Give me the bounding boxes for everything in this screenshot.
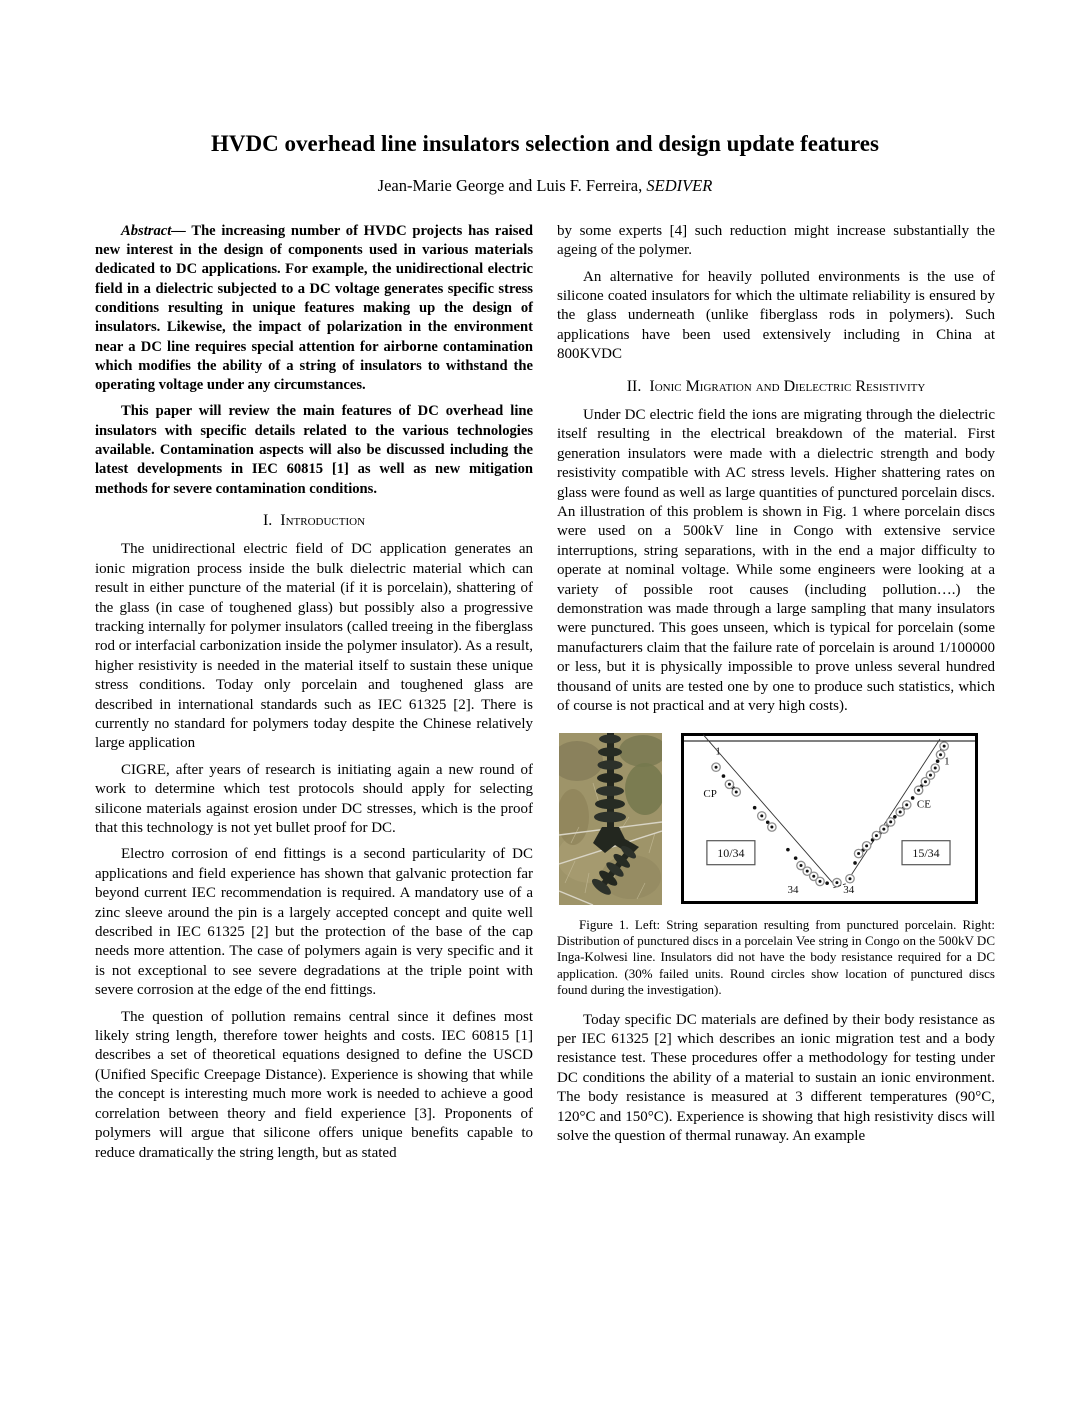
abstract-paragraph-2: This paper will review the main features of DC overhead line insulators with specific details related to the various technologies available. Contamination aspects will also be discussed including the latest developments in IEC 60815 [1] as well as new mitigation methods for severe contamination conditions. [95,403,533,497]
disc-dot [936,759,940,763]
disc-dot [825,881,829,885]
continuation-paragraph: by some experts [4] such reduction might increase substantially the ageing of the polymer. [557,222,995,259]
punctured-disc-center [812,874,815,877]
punctured-disc-center [929,773,932,776]
vee-diagram-wrap [681,733,978,904]
punctured-disc-center [943,744,946,747]
section-title: Ionic Migration and Dielectric Resistivity [649,377,926,395]
abstract-text-1: The increasing number of HVDC projects has raised new interest in the design of components used in various materials dedicated to DC applications. For example, the unidirectional electric field in a dielectric subjected to a DC voltage generates specific stress conditions resulting in unique features making up the design of insulators. Likewise, the impact of polarization in the environment near a DC line requires special attention for airborne contamination which modifies the ability of a string of insulators to withstand the operating voltage under any circumstances. [95,222,533,394]
abstract-paragraph-1 [95,222,533,396]
abstract-lead: Abstract— [121,222,186,239]
punctured-disc-center [917,788,920,791]
punctured-disc-center [806,869,809,872]
punctured-disc-center [857,852,860,855]
figure-1 [559,733,995,905]
section-heading-ionic-migration [557,377,995,396]
punctured-disc-center [905,803,908,806]
diagram-label-34: 34 [787,883,799,896]
punctured-disc-center [728,782,731,785]
section-title: Introduction [280,511,366,529]
diagram-label-1: 1 [944,755,950,768]
disc-dot [786,847,790,851]
dc-materials-paragraph: Today specific DC materials are defined by their body resistance as per IEC 61325 [2] which describes an ionic migration test and a body resistance test. These procedures offer a methodology for testing under DC conditions the ability of a material to sustain an ionic environment. The body resistance is measured at 3 different temperatures (90°C, 120°C and 150°C). Experience is showing that high resistivity discs will solve the question of thermal runaway. An example [557,1011,995,1144]
count-box-label: 15/34 [912,845,940,860]
punctured-disc-center [735,790,738,793]
authors: Jean-Marie George and Luis F. Ferreira, [377,175,647,195]
vee-string-diagram [681,733,978,904]
section-number: I. [262,511,273,529]
byline [95,176,995,196]
punctured-disc-center [770,825,773,828]
intro-paragraph-1: The unidirectional electric field of DC application generates an ionic migration process inside the bulk dielectric material which can result in either puncture of the material (if it is porcelain), shattering of the glass (in case of toughened glass) but possibly also a progressive tracking internally for polymer insulators (called treeing in the fiberglass rod or interfacial carbonization inside the polymer insulator). As a result, higher resistivity is needed in the material itself to sustain these unique stress conditions. Today only porcelain and toughened glass are described in international standards such as IEC 61325 [2]. There is currently no standard for polymers today despite the Chinese relatively large application [95,541,533,752]
two-column-body [95,222,995,1170]
diagram-label-ce: CE [916,797,931,810]
disc-dot [722,774,726,778]
intro-paragraph-3: Electro corrosion of end fittings is a second particularity of DC applications and field experience has shown that galvanic protection far beyond current IEC recommendation is required. A mandatory use of a zinc sleeve around the pin is a largely accepted concept and quite well described in IEC 61325 [2] but the protection of the base of the cap needs more attention. The case of polymers again is very specific and it is not exceptional to see severe degradations at the triple point with severe corrosion at the edge of the end fittings. [95,846,533,999]
punctured-disc-center [875,834,878,837]
disc-dot [853,861,857,865]
punctured-disc-center [899,810,902,813]
paper-title: HVDC overhead line insulators selection and design update features [211,131,879,156]
right-column [557,222,995,1170]
disc-dot [911,796,915,800]
punctured-disc-center [848,877,851,880]
punctured-disc-center [760,814,763,817]
ionic-migration-paragraph: Under DC electric field the ions are migrating through the dielectric itself resulting in the electrical breakdown of the material. First generation insulators were made with a dielectric strength and body resistivity compatible with AC stress levels. Higher shattering rates on glass were found as well as large quantities of punctured porcelain discs. An illustration of this problem is shown in Fig. 1 where porcelain discs were used on a 500kV line in Congo with extensive service interruptions, string separations, with in the end a major difficulty to operate at nominal voltage. While some engineers were looking at a variety of possible root causes (including pollution….) the demonstration was made through a large sampling that many insulators were punctured. This goes unseen, which is typical for porcelain (some manufacturers claim that the failure rate of porcelain is around 1/100000 or less, but it is physically impossible to prove unless several hundred thousand of units are tested one by one to produce such statistics, which of course is not practical and at very high costs). [557,407,995,715]
intro-paragraph-2: CIGRE, after years of research is initiating again a new round of work to determine which test protocols should apply for selecting silicone materials against erosion under DC stresses, which is the proof that this technology is not yet bullet proof for DC. [95,761,533,836]
string-separation-photo [559,733,662,905]
left-column [95,222,533,1170]
section-number: II. [626,377,642,395]
punctured-disc-center [835,881,838,884]
intro-paragraph-4: The question of pollution remains central since it defines most likely string length, therefore tower heights and costs. IEC 60815 [1] describes a set of theoretical equations designed to define the USCD (Unified Specific Creepage Distance). Experience is showing that while the concept is interesting much more work is needed to achieve a good correlation between theory and field experience [3]. Proponents of polymers will argue that silicone offers unique benefits capable to reduce dramatically the string length, but as stated [95,1008,533,1161]
disc-dot [794,856,798,860]
punctured-disc-center [882,827,885,830]
punctured-disc-center [818,879,821,882]
figure-1-caption: Figure 1. Left: String separation resulting from punctured porcelain. Right: Distribution of punctured discs in a porcelain Vee string in Congo on the 500kV DC Inga-Kolwesi line. Insulators did not have the body resistance required for a DC application. (30% failed units. Round circles show location of punctured discs found during the investigation). [557,916,995,998]
diagram-label-34: 34 [843,883,855,896]
punctured-disc-center [799,864,802,867]
affiliation: SEDIVER [646,175,713,195]
diagram-label-cp: CP [703,787,717,800]
punctured-disc-center [934,766,937,769]
punctured-disc-center [889,820,892,823]
disc-dot [753,805,757,809]
section-heading-introduction [95,511,533,530]
punctured-disc-center [924,780,927,783]
diagram-label-1: 1 [715,744,721,757]
punctured-disc-center [715,765,718,768]
punctured-disc-center [939,753,942,756]
alternative-paragraph: An alternative for heavily polluted environments is the use of silicone coated insulators for which the ultimate reliability is ensured by the glass underneath (unlike fiberglass rods in polymers). Such applications have been used extensively including in China at 800KVDC [557,268,995,363]
punctured-disc-center [865,844,868,847]
count-box-label: 10/34 [717,845,745,860]
